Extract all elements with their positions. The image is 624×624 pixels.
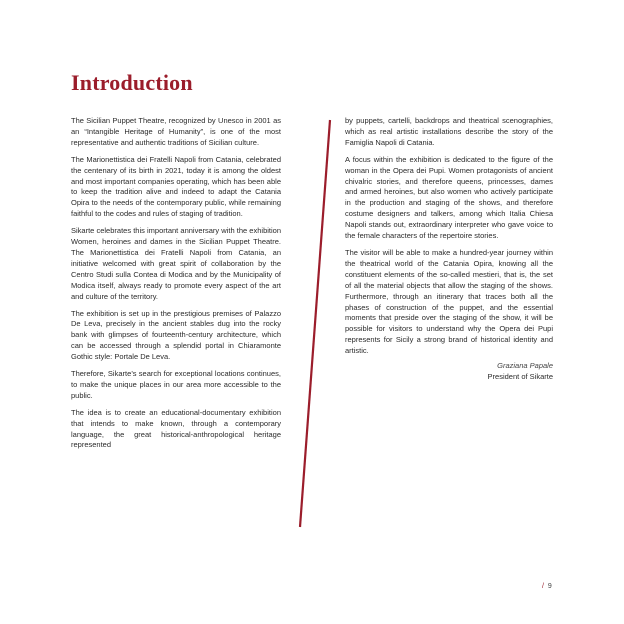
paragraph: The Marionettistica dei Fratelli Napoli from Catania, celebrated the centenary of its birth in 2021, today it is among the oldest and most important companies operating, which has been able to keep the tradition alive and indeed to adapt the Catania Opira to the needs of the contemporary public, while remaining faithful to the codes and rules of staging of tradition. [71,154,281,219]
paragraph: The exhibition is set up in the prestigious premises of Palazzo De Leva, precisely in the ancient stables dug into the rocky bank with glimpses of fourteenth-century architecture, which can be accessed through a splendid portal in Chiaramonte Gothic style: Portale De Leva. [71,308,281,362]
paragraph: The Sicilian Puppet Theatre, recognized by Unesco in 2001 as an “Intangible Heritage of Humanity”, is one of the most representative and authentic traditions of Sicilian culture. [71,116,281,147]
paragraph: The idea is to create an educational-documentary exhibition that intends to make known, through a contemporary language, the great historical-anthropological heritage represented [71,407,281,450]
page-number-slash: / [542,583,544,590]
paragraph: The visitor will be able to make a hundred-year journey within the theatrical world of the Catania Opira, knowing all the constituent elements of the so-called mestieri, that is, the set of all the material objects that allow the staging of the shows. Furthermore, through an itinerary that traces both all the phases of construction of the puppet, and the essential moments that preside over the staging of the show, it will be possible for visitors to understand why the Opera dei Pupi represents for Sicily a strong brand of historical identity and artistic. [345,247,553,356]
page-number-value: 9 [547,583,552,590]
page-number [542,583,552,590]
paragraph: by puppets, cartelli, backdrops and theatrical scenographies, which as real artistic installations describe the story of the Famiglia Napoli di Catania. [345,116,553,147]
signature-role: President of Sikarte [487,371,553,381]
right-text-column [345,116,553,382]
page-title: Introduction [71,70,193,95]
left-text-column [71,116,281,457]
signature-name: Graziana Papale [497,361,553,371]
paragraph: A focus within the exhibition is dedicated to the figure of the woman in the Opera dei Pupi. Women protagonists of ancient chivalric stories, and therefore queens, princesses, dames and armed heroines, but also women who actively participate in the production and staging of the shows, and therefore costume designers and talkers, among which Italia Chiesa Napoli stands out, extraordinary interpreter who gave voice to the female characters of the repertoire stories. [345,154,553,241]
paragraph: Therefore, Sikarte’s search for exceptional locations continues, to make the unique places in our area more accessible to the public. [71,369,281,400]
signature-block [345,361,553,382]
paragraph: Sikarte celebrates this important anniversary with the exhibition Women, heroines and dames in the Sicilian Puppet Theatre. The Marionettistica dei Fratelli Napoli from Catania, an initiative welcomed with great spirit of collaboration by the Centro Studi sulla Contea di Modica and by the Municipality of Modica itself, always ready to promote every aspect of the art and culture of the territory. [71,226,281,301]
